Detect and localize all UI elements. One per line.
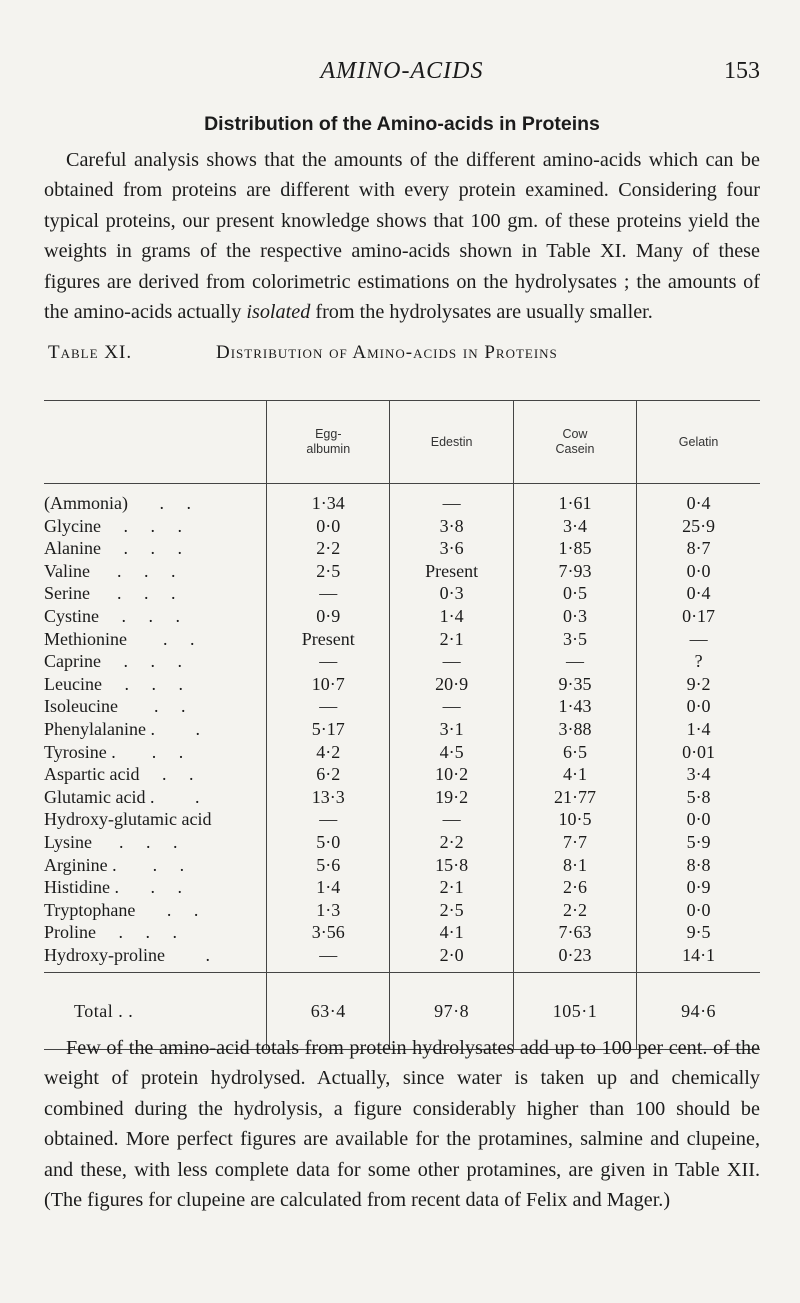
amino-acid-name: Histidine . . . (44, 877, 182, 898)
value-gelatin: 0·4 (637, 484, 760, 515)
value-egg-albumin: 5·0 (267, 831, 390, 854)
value-cow-casein: 0·5 (513, 582, 636, 605)
value-gelatin: 0·17 (637, 605, 760, 628)
table-row (44, 560, 760, 583)
table-row (44, 921, 760, 944)
value-cow-casein: 1·43 (513, 695, 636, 718)
value-egg-albumin: Present (267, 628, 390, 651)
value-cow-casein: 4·1 (513, 763, 636, 786)
amino-acid-name: Isoleucine . . (44, 696, 186, 717)
table-row (44, 582, 760, 605)
amino-acid-name: Arginine . . . (44, 854, 185, 875)
value-edestin: — (390, 808, 513, 831)
value-cow-casein: 3·5 (513, 628, 636, 651)
value-egg-albumin: 1·4 (267, 876, 390, 899)
table-row (44, 899, 760, 922)
value-egg-albumin: 5·17 (267, 718, 390, 741)
value-cow-casein: 7·93 (513, 560, 636, 583)
table-row (44, 718, 760, 741)
header-edestin: Edestin (390, 401, 513, 484)
value-edestin: 4·1 (390, 921, 513, 944)
amino-acid-name: Phenylalanine . . (44, 718, 200, 739)
table-row (44, 484, 760, 515)
value-egg-albumin: — (267, 944, 390, 973)
total-egg-albumin: 63·4 (267, 973, 390, 1050)
value-egg-albumin: — (267, 582, 390, 605)
value-gelatin: 5·8 (637, 786, 760, 809)
amino-acid-name: Serine . . . (44, 583, 176, 604)
value-gelatin: 0·4 (637, 582, 760, 605)
table-row (44, 673, 760, 696)
amino-acid-name: Methionine . . (44, 628, 195, 649)
table-row (44, 650, 760, 673)
value-egg-albumin: 0·0 (267, 515, 390, 538)
value-gelatin: 0·0 (637, 899, 760, 922)
intro-text-start: Careful analysis shows that the amounts of the different amino-acids which can be obtained from proteins are different with every protein examined. Considering four typical proteins, our present knowledge shows that 100 gm. of these proteins yield the weights in grams of the respective amino-acids shown in Table XI. Many of these figures are derived from colorimetric estimations on the hydrolysates ; the amounts of the amino-acids actually (44, 149, 760, 324)
value-cow-casein: — (513, 650, 636, 673)
table-row (44, 741, 760, 764)
amino-acid-name: Leucine . . . (44, 673, 183, 694)
table-row (44, 628, 760, 651)
value-gelatin: 5·9 (637, 831, 760, 854)
value-egg-albumin: — (267, 808, 390, 831)
table-caption (48, 342, 760, 364)
table-row (44, 808, 760, 831)
total-gelatin: 94·6 (637, 973, 760, 1050)
value-cow-casein: 3·88 (513, 718, 636, 741)
table-title: Distribution of Amino-acids in Proteins (216, 342, 558, 363)
value-gelatin: 9·5 (637, 921, 760, 944)
amino-acid-name: Alanine . . . (44, 538, 182, 559)
value-gelatin: 0·0 (637, 560, 760, 583)
total-cow-casein: 105·1 (513, 973, 636, 1050)
amino-acid-name: Hydroxy-glutamic acid (44, 809, 212, 830)
total-edestin: 97·8 (390, 973, 513, 1050)
value-cow-casein: 0·23 (513, 944, 636, 973)
value-egg-albumin: 13·3 (267, 786, 390, 809)
value-gelatin: ? (637, 650, 760, 673)
value-edestin: 2·5 (390, 899, 513, 922)
value-egg-albumin: 2·5 (267, 560, 390, 583)
value-edestin: — (390, 695, 513, 718)
amino-acid-name: Caprine . . . (44, 651, 182, 672)
value-edestin: 4·5 (390, 741, 513, 764)
value-gelatin: 0·01 (637, 741, 760, 764)
header-blank (44, 401, 267, 484)
table-row (44, 695, 760, 718)
value-edestin: 0·3 (390, 582, 513, 605)
value-edestin: — (390, 650, 513, 673)
intro-paragraph (44, 145, 760, 327)
value-gelatin: 0·0 (637, 695, 760, 718)
amino-acid-name: Glycine . . . (44, 515, 182, 536)
intro-text-end: from the hydrolysates are usually smaller. (310, 301, 653, 324)
amino-acid-name: Lysine . . . (44, 831, 178, 852)
table-row (44, 786, 760, 809)
value-egg-albumin: 4·2 (267, 741, 390, 764)
value-egg-albumin: 1·34 (267, 484, 390, 515)
intro-italic-word: isolated (246, 301, 311, 324)
header-egg-albumin: Egg- albumin (267, 401, 390, 484)
value-gelatin: 14·1 (637, 944, 760, 973)
section-heading: Distribution of the Amino-acids in Proteins (204, 113, 600, 135)
value-edestin: 2·0 (390, 944, 513, 973)
value-gelatin: 0·9 (637, 876, 760, 899)
value-egg-albumin: 3·56 (267, 921, 390, 944)
amino-acid-name: Valine . . . (44, 560, 176, 581)
value-gelatin: 1·4 (637, 718, 760, 741)
amino-acid-name: Cystine . . . (44, 605, 181, 626)
running-head (44, 58, 760, 88)
amino-acid-name: (Ammonia) . . (44, 493, 191, 513)
value-cow-casein: 21·77 (513, 786, 636, 809)
value-egg-albumin: 6·2 (267, 763, 390, 786)
value-cow-casein: 6·5 (513, 741, 636, 764)
value-edestin: 1·4 (390, 605, 513, 628)
amino-acid-name: Glutamic acid . . (44, 786, 200, 807)
table-row (44, 854, 760, 877)
total-label: Total . . (44, 973, 267, 1050)
value-gelatin: 8·8 (637, 854, 760, 877)
amino-acid-name: Proline . . . (44, 922, 177, 943)
value-egg-albumin: 5·6 (267, 854, 390, 877)
value-cow-casein: 7·63 (513, 921, 636, 944)
value-edestin: — (390, 484, 513, 515)
value-edestin: 19·2 (390, 786, 513, 809)
value-edestin: 10·2 (390, 763, 513, 786)
value-gelatin: — (637, 628, 760, 651)
value-gelatin: 9·2 (637, 673, 760, 696)
header-gelatin: Gelatin (637, 401, 760, 484)
amino-acid-name: Aspartic acid . . (44, 764, 194, 785)
table-row (44, 944, 760, 973)
value-cow-casein: 7·7 (513, 831, 636, 854)
value-edestin: 3·6 (390, 537, 513, 560)
table-row (44, 876, 760, 899)
table-body (44, 484, 760, 973)
value-edestin: 3·1 (390, 718, 513, 741)
value-egg-albumin: — (267, 650, 390, 673)
amino-acid-table-container (44, 400, 760, 1050)
amino-acid-name: Hydroxy-proline . (44, 944, 210, 965)
value-cow-casein: 1·61 (513, 484, 636, 515)
value-cow-casein: 0·3 (513, 605, 636, 628)
value-gelatin: 3·4 (637, 763, 760, 786)
value-egg-albumin: — (267, 695, 390, 718)
value-cow-casein: 2·2 (513, 899, 636, 922)
value-cow-casein: 2·6 (513, 876, 636, 899)
value-egg-albumin: 2·2 (267, 537, 390, 560)
amino-acid-name: Tryptophane . . (44, 899, 199, 920)
table-row (44, 763, 760, 786)
table-row (44, 831, 760, 854)
value-edestin: 2·2 (390, 831, 513, 854)
table-row (44, 537, 760, 560)
value-cow-casein: 1·85 (513, 537, 636, 560)
header-cow-casein: Cow Casein (513, 401, 636, 484)
value-edestin: Present (390, 560, 513, 583)
value-edestin: 20·9 (390, 673, 513, 696)
amino-acid-name: Tyrosine . . . (44, 741, 184, 762)
table-row (44, 605, 760, 628)
table-row (44, 515, 760, 538)
value-cow-casein: 8·1 (513, 854, 636, 877)
value-egg-albumin: 1·3 (267, 899, 390, 922)
value-gelatin: 8·7 (637, 537, 760, 560)
value-egg-albumin: 0·9 (267, 605, 390, 628)
value-cow-casein: 3·4 (513, 515, 636, 538)
running-title: AMINO-ACIDS (320, 58, 484, 84)
value-edestin: 15·8 (390, 854, 513, 877)
value-edestin: 3·8 (390, 515, 513, 538)
table-header-row (44, 401, 760, 484)
value-gelatin: 25·9 (637, 515, 760, 538)
value-edestin: 2·1 (390, 876, 513, 899)
table-label: Table XI. (48, 342, 133, 363)
value-cow-casein: 10·5 (513, 808, 636, 831)
value-edestin: 2·1 (390, 628, 513, 651)
amino-acid-table (44, 400, 760, 1050)
page-number: 153 (724, 58, 760, 84)
closing-paragraph: Few of the amino-acid totals from protein hydrolysates add up to 100 per cent. of the weight of protein hydrolysed. Actually, since water is taken up and chemically combined during the hydrolysis, a figure considerably higher than 100 should be obtained. More perfect figures are available for the protamines, salmine and clupeine, and these, with less complete data for some other protamines, are given in Table XII. (The figures for clupeine are calculated from recent data of Felix and Mager.) (44, 1037, 760, 1212)
value-egg-albumin: 10·7 (267, 673, 390, 696)
value-gelatin: 0·0 (637, 808, 760, 831)
value-cow-casein: 9·35 (513, 673, 636, 696)
